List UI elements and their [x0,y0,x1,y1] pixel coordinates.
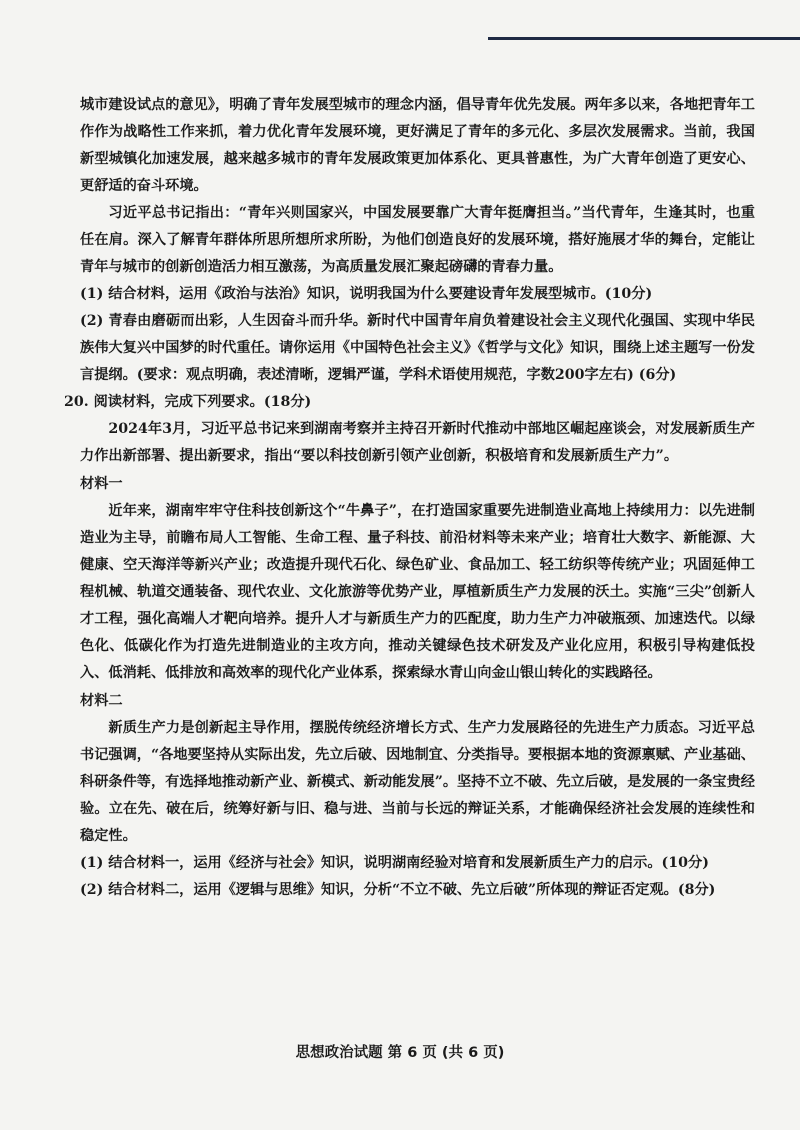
material-2-text: 新质生产力是创新起主导作用，摆脱传统经济增长方式、生产力发展路径的先进生产力质态。习近平总书记强调，“各地要坚持从实际出发，先立后破、因地制宜、分类指导。要根据本地的资源禀赋、产业基础、科研条件等，有选择地推动新产业、新模式、新动能发展”。坚持不立不破、先立后破，是发展的一条宝贵经验。立在先、破在后，统筹好新与旧、稳与进、当前与长远的辩证关系，才能确保经济社会发展的连续性和稳定性。 [80,720,755,844]
question-20-intro: 2024年3月，习近平总书记来到湖南考察并主持召开新时代推动中部地区崛起座谈会，对发展新质生产力作出新部署、提出新要求，指出“要以科技创新引领产业创新，积极培育和发展新质生产力”。 [80,421,755,464]
quote-paragraph: 习近平总书记指出：“青年兴则国家兴，中国发展要靠广大青年挺膺担当。”当代青年，生逢其时，也重任在肩。深入了解青年群体所思所想所求所盼，为他们创造良好的发展环境，搭好施展才华的舞台，定能让青年与城市的创新创造活力相互激荡，为高质量发展汇聚起磅礴的青春力量。 [80,205,755,275]
material-1-label: 材料一 [80,476,123,492]
question-19-2: (2) 青春由磨砺而出彩，人生因奋斗而升华。新时代中国青年肩负着建设社会主义现代化强国、实现中华民族伟大复兴中国梦的时代重任。请你运用《中国特色社会主义》《哲学与文化》知识，围绕上述主题写一份发言提纲。(要求：观点明确，表述清晰，逻辑严谨，学科术语使用规范，字数200字左右) (6分) [80,313,755,383]
question-20-1: (1) 结合材料一，运用《经济与社会》知识，说明湖南经验对培育和发展新质生产力的启示。(10分) [80,855,709,871]
continuation-paragraph: 城市建设试点的意见》，明确了青年发展型城市的理念内涵，倡导青年优先发展。两年多以来，各地把青年工作作为战略性工作来抓，着力优化青年发展环境，更好满足了青年的多元化、多层次发展需求。当前，我国新型城镇化加速发展，越来越多城市的青年发展政策更加体系化、更具普惠性，为广大青年创造了更安心、更舒适的奋斗环境。 [80,97,755,194]
question-19-1: (1) 结合材料，运用《政治与法治》知识，说明我国为什么要建设青年发展型城市。(10分) [80,286,653,302]
question-20-heading: 20. 阅读材料，完成下列要求。(18分) [64,394,312,410]
material-1-text: 近年来，湖南牢牢守住科技创新这个“牛鼻子”，在打造国家重要先进制造业高地上持续用力：以先进制造业为主导，前瞻布局人工智能、生命工程、量子科技、前沿材料等未来产业；培育壮大数字、新能源、大健康、空天海洋等新兴产业；改造提升现代石化、绿色矿业、食品加工、轻工纺织等传统产业；巩固延伸工程机械、轨道交通装备、现代农业、文化旅游等优势产业，厚植新质生产力发展的沃土。实施“三尖”创新人才工程，强化高端人才靶向培养。提升人才与新质生产力的匹配度，助力生产力冲破瓶颈、加速迭代。以绿色化、低碳化作为打造先进制造业的主攻方向，推动关键绿色技术研发及产业化应用，积极引导构建低投入、低消耗、低排放和高效率的现代化产业体系，探索绿水青山向金山银山转化的实践路径。 [80,503,755,681]
page-footer: 思想政治试题 第 6 页 (共 6 页) [295,1045,505,1061]
top-decorative-rule [488,37,800,40]
exam-page-content [64,92,755,904]
material-2-label: 材料二 [80,693,123,709]
question-20-2: (2) 结合材料二，运用《逻辑与思维》知识，分析“不立不破、先立后破”所体现的辩证否定观。(8分) [80,882,716,898]
